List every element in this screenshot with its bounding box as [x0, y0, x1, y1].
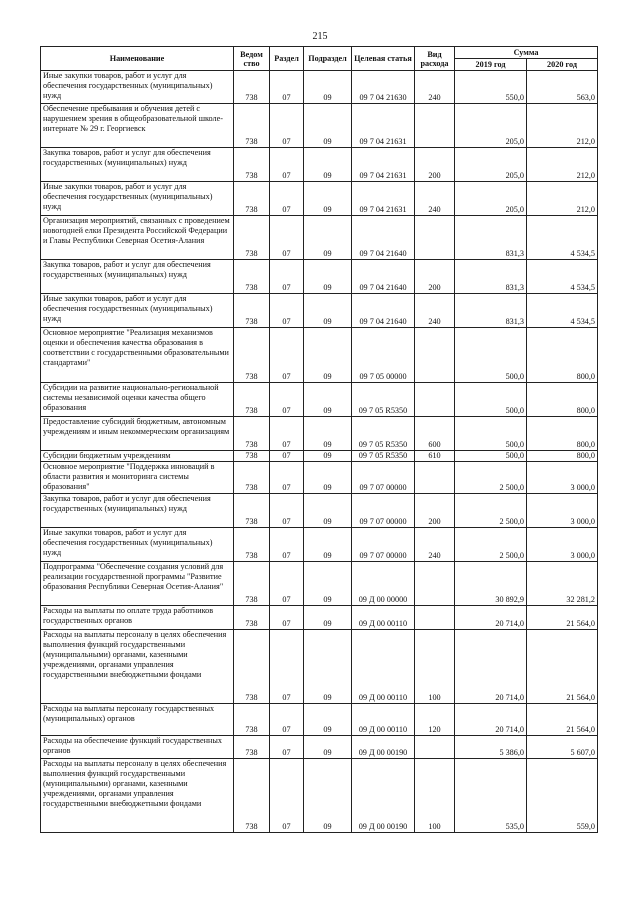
row-section: 07 [270, 759, 304, 833]
row-section: 07 [270, 104, 304, 148]
table-row [41, 630, 598, 704]
row-dept: 738 [234, 528, 270, 562]
row-2019: 20 714,0 [455, 630, 527, 704]
row-dept: 738 [234, 216, 270, 260]
row-target: 09 7 04 21640 [352, 216, 415, 260]
row-2020: 21 564,0 [527, 606, 598, 630]
row-section: 07 [270, 417, 304, 451]
row-expense-type: 120 [415, 704, 455, 736]
row-2019: 2 500,0 [455, 462, 527, 494]
row-2020: 4 534,5 [527, 216, 598, 260]
row-dept: 738 [234, 294, 270, 328]
table-row [41, 451, 598, 462]
table-header [41, 47, 598, 71]
row-name: Расходы на обеспечение функций государственных органов [41, 736, 234, 759]
row-target: 09 Д 00 00000 [352, 562, 415, 606]
header-expense-type: Вид расхода [415, 47, 455, 71]
row-dept: 738 [234, 260, 270, 294]
row-section: 07 [270, 630, 304, 704]
row-expense-type: 240 [415, 71, 455, 104]
row-target: 09 7 05 R5350 [352, 451, 415, 462]
table-row [41, 462, 598, 494]
row-dept: 738 [234, 562, 270, 606]
row-subsection: 09 [304, 182, 352, 216]
row-subsection: 09 [304, 71, 352, 104]
row-expense-type: 600 [415, 417, 455, 451]
budget-table [40, 46, 598, 833]
table-row [41, 528, 598, 562]
row-dept: 738 [234, 704, 270, 736]
row-2020: 21 564,0 [527, 630, 598, 704]
row-name: Подпрограмма "Обеспечение создания условий для реализации государственной программы "Развитие образования Республики Северная Осетия-Алания" [41, 562, 234, 606]
header-dept: Ведом ство [234, 47, 270, 71]
row-subsection: 09 [304, 462, 352, 494]
row-section: 07 [270, 736, 304, 759]
table-row [41, 328, 598, 383]
row-section: 07 [270, 260, 304, 294]
row-name: Обеспечение пребывания и обучения детей с нарушением зрения в общеобразовательной школе-интернате № 29 г. Георгиевск [41, 104, 234, 148]
header-2019: 2019 год [455, 59, 527, 71]
row-target: 09 Д 00 00190 [352, 736, 415, 759]
row-name: Субсидии бюджетным учреждениям [41, 451, 234, 462]
row-section: 07 [270, 328, 304, 383]
row-target: 09 Д 00 00190 [352, 759, 415, 833]
row-target: 09 Д 00 00110 [352, 630, 415, 704]
row-dept: 738 [234, 462, 270, 494]
row-subsection: 09 [304, 562, 352, 606]
row-section: 07 [270, 148, 304, 182]
row-2020: 4 534,5 [527, 260, 598, 294]
row-target: 09 Д 00 00110 [352, 606, 415, 630]
row-section: 07 [270, 606, 304, 630]
table-row [41, 562, 598, 606]
row-expense-type: 200 [415, 148, 455, 182]
row-subsection: 09 [304, 383, 352, 417]
table-row [41, 216, 598, 260]
table-row [41, 294, 598, 328]
row-name: Закупка товаров, работ и услуг для обеспечения государственных (муниципальных) нужд [41, 148, 234, 182]
row-target: 09 7 04 21631 [352, 182, 415, 216]
row-2020: 563,0 [527, 71, 598, 104]
row-section: 07 [270, 182, 304, 216]
header-subsection: Подраздел [304, 47, 352, 71]
row-expense-type: 100 [415, 759, 455, 833]
row-expense-type [415, 606, 455, 630]
row-2020: 3 000,0 [527, 494, 598, 528]
row-name: Иные закупки товаров, работ и услуг для обеспечения государственных (муниципальных) нужд [41, 71, 234, 104]
table-row [41, 71, 598, 104]
row-subsection: 09 [304, 704, 352, 736]
table-row [41, 182, 598, 216]
row-2020: 212,0 [527, 104, 598, 148]
table-row [41, 736, 598, 759]
row-subsection: 09 [304, 216, 352, 260]
row-section: 07 [270, 71, 304, 104]
row-2020: 3 000,0 [527, 462, 598, 494]
header-section: Раздел [270, 47, 304, 71]
row-2019: 831,3 [455, 260, 527, 294]
table-body [41, 71, 598, 833]
row-subsection: 09 [304, 528, 352, 562]
row-dept: 738 [234, 759, 270, 833]
table-row [41, 148, 598, 182]
row-dept: 738 [234, 451, 270, 462]
row-subsection: 09 [304, 759, 352, 833]
row-2020: 800,0 [527, 328, 598, 383]
row-target: 09 7 04 21640 [352, 294, 415, 328]
row-dept: 738 [234, 71, 270, 104]
header-sum: Сумма [455, 47, 598, 59]
row-dept: 738 [234, 736, 270, 759]
row-name: Закупка товаров, работ и услуг для обеспечения государственных (муниципальных) нужд [41, 494, 234, 528]
row-2019: 535,0 [455, 759, 527, 833]
header-name: Наименование [41, 47, 234, 71]
table-row [41, 606, 598, 630]
row-2020: 21 564,0 [527, 704, 598, 736]
row-2019: 500,0 [455, 383, 527, 417]
row-expense-type [415, 462, 455, 494]
page-number: 215 [312, 31, 328, 42]
row-section: 07 [270, 494, 304, 528]
row-2020: 5 607,0 [527, 736, 598, 759]
row-name: Субсидии на развитие национально-региональной системы независимой оценки качества общего образования [41, 383, 234, 417]
row-2019: 550,0 [455, 71, 527, 104]
row-subsection: 09 [304, 148, 352, 182]
row-expense-type: 240 [415, 182, 455, 216]
row-name: Иные закупки товаров, работ и услуг для обеспечения государственных (муниципальных) нужд [41, 528, 234, 562]
row-expense-type: 240 [415, 528, 455, 562]
row-name: Иные закупки товаров, работ и услуг для обеспечения государственных (муниципальных) нужд [41, 294, 234, 328]
row-expense-type: 100 [415, 630, 455, 704]
row-2019: 500,0 [455, 417, 527, 451]
row-2019: 500,0 [455, 451, 527, 462]
row-expense-type [415, 562, 455, 606]
row-name: Иные закупки товаров, работ и услуг для обеспечения государственных (муниципальных) нужд [41, 182, 234, 216]
row-subsection: 09 [304, 260, 352, 294]
table-row [41, 494, 598, 528]
row-subsection: 09 [304, 417, 352, 451]
row-expense-type [415, 104, 455, 148]
row-section: 07 [270, 294, 304, 328]
row-2019: 831,3 [455, 294, 527, 328]
row-2019: 20 714,0 [455, 606, 527, 630]
row-subsection: 09 [304, 606, 352, 630]
row-2019: 205,0 [455, 104, 527, 148]
row-dept: 738 [234, 104, 270, 148]
header-2020: 2020 год [527, 59, 598, 71]
row-dept: 738 [234, 182, 270, 216]
row-name: Расходы на выплаты персоналу государственных (муниципальных) органов [41, 704, 234, 736]
row-2020: 800,0 [527, 417, 598, 451]
row-name: Расходы на выплаты по оплате труда работников государственных органов [41, 606, 234, 630]
table-row [41, 704, 598, 736]
row-section: 07 [270, 383, 304, 417]
row-expense-type: 610 [415, 451, 455, 462]
row-name: Расходы на выплаты персоналу в целях обеспечения выполнения функций государственными (муниципальными) органами, казенными учреждениями, органами управления государственными внебюджетными фондами [41, 630, 234, 704]
row-target: 09 7 04 21630 [352, 71, 415, 104]
row-2020: 212,0 [527, 148, 598, 182]
row-target: 09 7 07 00000 [352, 462, 415, 494]
row-subsection: 09 [304, 451, 352, 462]
row-subsection: 09 [304, 294, 352, 328]
row-2019: 2 500,0 [455, 494, 527, 528]
row-2020: 32 281,2 [527, 562, 598, 606]
row-expense-type [415, 736, 455, 759]
row-target: 09 7 04 21631 [352, 148, 415, 182]
row-subsection: 09 [304, 630, 352, 704]
row-2020: 212,0 [527, 182, 598, 216]
row-name: Расходы на выплаты персоналу в целях обеспечения выполнения функций государственными (муниципальными) органами, казенными учреждениями, органами управления государственными внебюджетными фондами [41, 759, 234, 833]
row-subsection: 09 [304, 104, 352, 148]
row-expense-type [415, 328, 455, 383]
table-row [41, 417, 598, 451]
row-dept: 738 [234, 148, 270, 182]
row-target: 09 7 04 21631 [352, 104, 415, 148]
row-target: 09 7 07 00000 [352, 528, 415, 562]
row-expense-type: 200 [415, 260, 455, 294]
row-2019: 2 500,0 [455, 528, 527, 562]
row-name: Основное мероприятие "Реализация механизмов оценки и обеспечения качества образования в соответствии с государственными образовательными стандартами" [41, 328, 234, 383]
row-2019: 205,0 [455, 148, 527, 182]
row-name: Организация мероприятий, связанных с проведением новогодней елки Президента Российской Федерации и Главы Республики Северная Осетия-Алания [41, 216, 234, 260]
row-target: 09 7 05 00000 [352, 328, 415, 383]
row-2019: 5 386,0 [455, 736, 527, 759]
row-2019: 30 892,9 [455, 562, 527, 606]
row-name: Предоставление субсидий бюджетным, автономным учреждениям и иным некоммерческим организациям [41, 417, 234, 451]
row-dept: 738 [234, 383, 270, 417]
row-subsection: 09 [304, 328, 352, 383]
row-2019: 500,0 [455, 328, 527, 383]
row-name: Закупка товаров, работ и услуг для обеспечения государственных (муниципальных) нужд [41, 260, 234, 294]
row-2019: 831,3 [455, 216, 527, 260]
row-dept: 738 [234, 630, 270, 704]
table-row [41, 104, 598, 148]
row-dept: 738 [234, 417, 270, 451]
table-row [41, 383, 598, 417]
row-name: Основное мероприятие "Поддержка инноваций в области развития и мониторинга системы образования" [41, 462, 234, 494]
row-dept: 738 [234, 328, 270, 383]
header-target: Целевая статья [352, 47, 415, 71]
row-section: 07 [270, 704, 304, 736]
row-target: 09 7 05 R5350 [352, 417, 415, 451]
row-dept: 738 [234, 494, 270, 528]
row-expense-type: 240 [415, 294, 455, 328]
row-section: 07 [270, 216, 304, 260]
row-2019: 20 714,0 [455, 704, 527, 736]
row-2020: 800,0 [527, 451, 598, 462]
row-target: 09 7 05 R5350 [352, 383, 415, 417]
row-section: 07 [270, 528, 304, 562]
row-target: 09 Д 00 00110 [352, 704, 415, 736]
row-expense-type [415, 383, 455, 417]
row-dept: 738 [234, 606, 270, 630]
row-target: 09 7 07 00000 [352, 494, 415, 528]
row-section: 07 [270, 451, 304, 462]
table-row [41, 759, 598, 833]
row-2020: 559,0 [527, 759, 598, 833]
row-expense-type [415, 216, 455, 260]
row-2020: 3 000,0 [527, 528, 598, 562]
row-2019: 205,0 [455, 182, 527, 216]
row-section: 07 [270, 462, 304, 494]
row-subsection: 09 [304, 736, 352, 759]
table-row [41, 260, 598, 294]
row-expense-type: 200 [415, 494, 455, 528]
row-target: 09 7 04 21640 [352, 260, 415, 294]
row-subsection: 09 [304, 494, 352, 528]
row-2020: 4 534,5 [527, 294, 598, 328]
row-2020: 800,0 [527, 383, 598, 417]
row-section: 07 [270, 562, 304, 606]
